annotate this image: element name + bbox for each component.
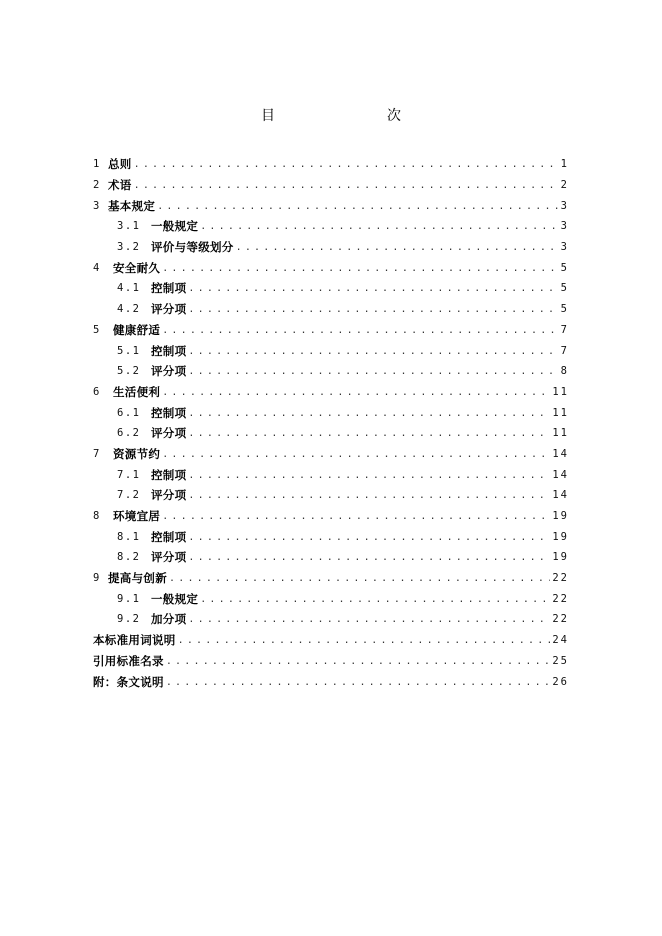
toc-subentry[interactable] [93, 423, 569, 444]
toc-page-number: 11 [552, 385, 569, 398]
toc-number: 6 [93, 385, 101, 398]
toc-subentry[interactable] [93, 464, 569, 485]
toc-page-number: 5 [560, 261, 569, 274]
toc-title: 评价与等级划分 [151, 240, 234, 255]
toc-number: 6.1 [117, 406, 141, 419]
toc-page-number: 3 [560, 220, 569, 233]
toc-page-number: 19 [552, 510, 569, 523]
toc-leader-dots [188, 469, 550, 483]
toc-leader-dots [169, 572, 550, 586]
toc-leader-dots [162, 262, 558, 276]
toc-title: 总则 [108, 157, 132, 172]
toc-leader-dots [188, 407, 550, 421]
toc-title: 安全耐久 [113, 260, 161, 275]
toc-subentry[interactable] [93, 402, 569, 423]
toc-leader-dots [162, 510, 550, 524]
toc-title: 提高与创新 [108, 571, 167, 586]
toc-subentry[interactable] [93, 609, 569, 630]
toc-page-number: 3 [560, 241, 569, 254]
toc-number: 3 [93, 199, 101, 212]
toc-number: 8.1 [117, 530, 141, 543]
toc-leader-dots [188, 365, 558, 379]
toc-subentry[interactable] [93, 237, 569, 258]
toc-page-number: 5 [560, 303, 569, 316]
toc-title: 控制项 [151, 281, 187, 296]
toc-number: 7.1 [117, 468, 141, 481]
toc-title: 健康舒适 [113, 322, 161, 337]
toc-leader-dots [188, 489, 550, 503]
toc-entry[interactable] [93, 630, 569, 651]
toc-leader-dots [178, 634, 551, 648]
toc-leader-dots [166, 676, 551, 690]
toc-page-number: 26 [552, 675, 569, 688]
toc-leader-dots [188, 531, 550, 545]
toc-title: 本标准用词说明 [93, 633, 176, 648]
toc-title: 控制项 [151, 467, 187, 482]
toc-number: 1 [93, 158, 101, 171]
toc-title: 评分项 [151, 426, 187, 441]
toc-subentry[interactable] [93, 361, 569, 382]
toc-leader-dots [134, 158, 559, 172]
toc-subentry[interactable] [93, 588, 569, 609]
toc-title: 资源节约 [113, 446, 161, 461]
toc-leader-dots [188, 303, 558, 317]
toc-leader-dots [166, 655, 551, 669]
toc-title: 评分项 [151, 364, 187, 379]
toc-subentry[interactable] [93, 547, 569, 568]
toc-page-number: 22 [552, 592, 569, 605]
toc-number: 4.1 [117, 282, 141, 295]
toc-title: 评分项 [151, 302, 187, 317]
toc-entry[interactable] [93, 195, 569, 216]
toc-page-number: 3 [560, 199, 569, 212]
toc-leader-dots [188, 282, 558, 296]
toc-leader-dots [200, 593, 550, 607]
toc-title: 生活便利 [113, 384, 161, 399]
toc-leader-dots [236, 241, 559, 255]
toc-number: 7 [93, 447, 101, 460]
toc-title: 加分项 [151, 612, 187, 627]
page-title: 目 次 [261, 108, 429, 124]
toc-title: 引用标准名录 [93, 653, 164, 668]
toc-subentry[interactable] [93, 340, 569, 361]
table-of-contents [93, 154, 569, 692]
toc-entry[interactable] [93, 506, 569, 527]
toc-leader-dots [134, 179, 559, 193]
toc-subentry[interactable] [93, 299, 569, 320]
toc-page-number: 14 [552, 468, 569, 481]
toc-page-number: 7 [560, 344, 569, 357]
toc-leader-dots [162, 448, 550, 462]
toc-number: 9 [93, 572, 101, 585]
toc-entry[interactable] [93, 444, 569, 465]
toc-entry[interactable] [93, 568, 569, 589]
toc-page-number: 2 [560, 179, 569, 192]
toc-title: 基本规定 [108, 198, 156, 213]
toc-subentry[interactable] [93, 216, 569, 237]
toc-entry[interactable] [93, 651, 569, 672]
toc-page-number: 1 [560, 158, 569, 171]
toc-subentry[interactable] [93, 278, 569, 299]
toc-page-number: 7 [560, 323, 569, 336]
toc-page-number: 11 [552, 427, 569, 440]
toc-number: 6.2 [117, 427, 141, 440]
toc-number: 7.2 [117, 489, 141, 502]
toc-entry[interactable] [93, 175, 569, 196]
toc-number: 3.1 [117, 220, 141, 233]
toc-page-number: 14 [552, 489, 569, 502]
toc-page-number: 19 [552, 551, 569, 564]
toc-number: 9.1 [117, 592, 141, 605]
toc-leader-dots [200, 220, 558, 234]
toc-subentry[interactable] [93, 485, 569, 506]
toc-number: 3.2 [117, 241, 141, 254]
toc-entry[interactable] [93, 154, 569, 175]
toc-page-number: 8 [560, 365, 569, 378]
toc-title: 一般规定 [151, 591, 199, 606]
toc-title: 评分项 [151, 550, 187, 565]
toc-number: 9.2 [117, 613, 141, 626]
toc-entry[interactable] [93, 671, 569, 692]
toc-number: 5.1 [117, 344, 141, 357]
toc-leader-dots [188, 613, 550, 627]
toc-page-number: 22 [552, 572, 569, 585]
toc-page-number: 25 [552, 654, 569, 667]
toc-page-number: 22 [552, 613, 569, 626]
toc-page-number: 11 [552, 406, 569, 419]
toc-page-number: 24 [552, 634, 569, 647]
toc-leader-dots [188, 345, 558, 359]
toc-title: 评分项 [151, 488, 187, 503]
toc-number: 5 [93, 323, 101, 336]
toc-title: 控制项 [151, 405, 187, 420]
toc-leader-dots [162, 386, 550, 400]
toc-entry[interactable] [93, 257, 569, 278]
toc-page-number: 5 [560, 282, 569, 295]
toc-title: 控制项 [151, 529, 187, 544]
toc-number: 2 [93, 179, 101, 192]
toc-entry[interactable] [93, 382, 569, 403]
toc-leader-dots [157, 200, 558, 214]
toc-page-number: 14 [552, 447, 569, 460]
toc-leader-dots [188, 551, 550, 565]
toc-title: 一般规定 [151, 219, 199, 234]
toc-leader-dots [162, 324, 558, 338]
toc-number: 4.2 [117, 303, 141, 316]
toc-page-number: 19 [552, 530, 569, 543]
toc-entry[interactable] [93, 320, 569, 341]
toc-title: 控制项 [151, 343, 187, 358]
toc-number: 5.2 [117, 365, 141, 378]
toc-subentry[interactable] [93, 526, 569, 547]
toc-leader-dots [188, 427, 550, 441]
toc-title: 附：条文说明 [93, 674, 164, 689]
toc-title: 术语 [108, 178, 132, 193]
toc-number: 8.2 [117, 551, 141, 564]
toc-number: 8 [93, 510, 101, 523]
toc-number: 4 [93, 261, 101, 274]
toc-title: 环境宜居 [113, 509, 161, 524]
